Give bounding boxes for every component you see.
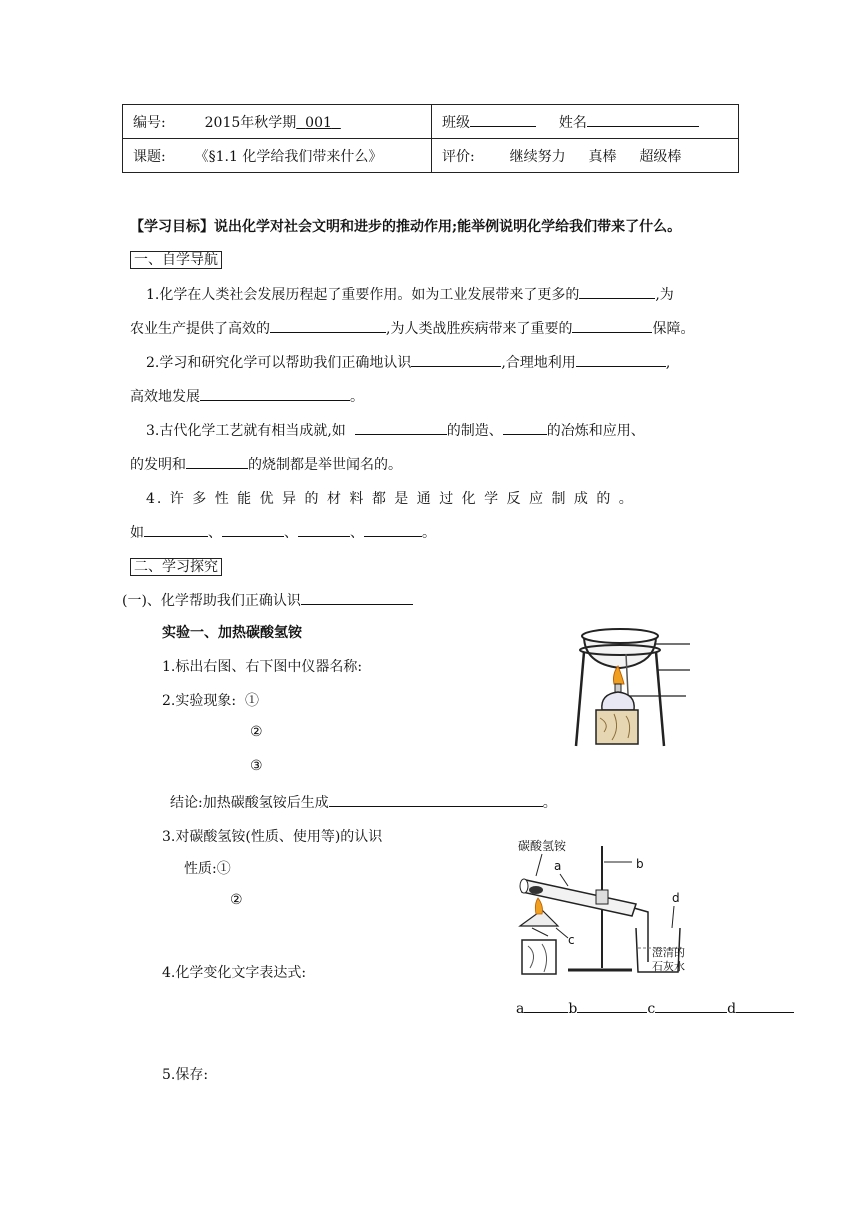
blank[interactable] bbox=[577, 998, 647, 1013]
blank[interactable] bbox=[298, 522, 350, 537]
blank[interactable] bbox=[355, 420, 447, 435]
apparatus-answer-line: a b c d bbox=[516, 998, 794, 1017]
class-blank[interactable] bbox=[470, 112, 536, 127]
question-3-line-1: 3.古代化学工艺就有相当成就,如 的制造、 的冶炼和应用、 bbox=[146, 420, 645, 440]
limewater-label-2: 石灰水 bbox=[652, 960, 685, 973]
number-cell bbox=[123, 105, 432, 139]
item-3: 3.对碳酸氢铵(性质、使用等)的认识 bbox=[162, 829, 383, 845]
eval-cell bbox=[432, 139, 739, 173]
property-line-1: 性质:① bbox=[184, 861, 231, 877]
question-4-line-2: 如 、 、 、 。 bbox=[130, 522, 436, 542]
figure-evaporation-apparatus bbox=[570, 624, 694, 750]
reagent-label: 碳酸氢铵 bbox=[518, 839, 567, 853]
experiment-1-title: 实验一、加热碳酸氢铵 bbox=[162, 625, 302, 641]
number-value: 001 bbox=[305, 114, 332, 131]
blank[interactable] bbox=[503, 420, 547, 435]
blank[interactable] bbox=[411, 352, 501, 367]
section-2-title: 二、学习探究 bbox=[130, 556, 222, 576]
class-name-cell bbox=[432, 105, 739, 139]
question-2-line-1: 2.学习和研究化学可以帮助我们正确地认识 ,合理地利用 , bbox=[146, 352, 670, 372]
question-3-line-2: 的发明和 的烧制都是举世闻名的。 bbox=[130, 454, 402, 474]
subsection-1: (一)、化学帮助我们正确认识 bbox=[122, 590, 413, 610]
marker: ② bbox=[230, 892, 243, 908]
blank[interactable] bbox=[270, 318, 386, 333]
question-1-line-1: 1.化学在人类社会发展历程起了重要作用。如为工业发展带来了更多的 ,为 bbox=[146, 284, 674, 304]
number-label: 编号: bbox=[133, 114, 166, 131]
eval-option: 超级棒 bbox=[639, 148, 682, 165]
eval-label: 评价: bbox=[442, 148, 475, 165]
goal-text: 说出化学对社会文明和进步的推动作用;能举例说明化学给我们带来了什么。 bbox=[214, 219, 682, 235]
topic-cell bbox=[123, 139, 432, 173]
class-label: 班级 bbox=[442, 114, 470, 131]
blank[interactable] bbox=[200, 386, 350, 401]
item-1: 1.标出右图、右下图中仪器名称: bbox=[162, 659, 363, 675]
number-prefix: 2015年秋学期 bbox=[204, 114, 297, 131]
conclusion: 结论:加热碳酸氢铵后生成 。 bbox=[170, 792, 557, 812]
label-b: b bbox=[636, 857, 644, 871]
marker: ① bbox=[244, 693, 259, 709]
blank[interactable] bbox=[144, 522, 208, 537]
section-1-title: 一、自学导航 bbox=[130, 249, 222, 269]
label-a: a bbox=[554, 859, 562, 873]
question-2-line-2: 高效地发展 。 bbox=[130, 386, 364, 406]
question-1-line-2: 农业生产提供了高效的 ,为人类战胜疾病带来了重要的 保障。 bbox=[130, 318, 694, 338]
blank[interactable] bbox=[572, 318, 652, 333]
item-4: 4.化学变化文字表达式: bbox=[162, 965, 307, 981]
name-blank[interactable] bbox=[587, 112, 699, 127]
name-label: 姓名 bbox=[558, 114, 587, 131]
blank[interactable] bbox=[222, 522, 284, 537]
blank[interactable] bbox=[524, 998, 568, 1013]
figure-heating-apparatus bbox=[508, 832, 698, 982]
blank[interactable] bbox=[576, 352, 666, 367]
topic-value: 《§1.1 化学给我们带来什么》 bbox=[194, 148, 383, 165]
label-c: c bbox=[568, 933, 575, 947]
topic-label: 课题: bbox=[133, 148, 166, 165]
blank[interactable] bbox=[364, 522, 422, 537]
blank[interactable] bbox=[329, 792, 543, 807]
item-5: 5.保存: bbox=[162, 1067, 209, 1083]
marker: ③ bbox=[250, 758, 263, 774]
blank[interactable] bbox=[736, 998, 794, 1013]
goal-label: 【学习目标】 bbox=[130, 219, 214, 235]
header-table bbox=[122, 104, 739, 173]
eval-option: 继续努力 bbox=[509, 148, 566, 165]
question-4-line-1: 4. 许 多 性 能 优 异 的 材 料 都 是 通 过 化 学 反 应 制 成 的 。 bbox=[146, 491, 635, 507]
blank[interactable] bbox=[186, 454, 248, 469]
eval-option: 真棒 bbox=[588, 148, 617, 165]
marker: ② bbox=[250, 724, 263, 740]
blank[interactable] bbox=[579, 284, 655, 299]
item-2: 2.实验现象: ① bbox=[162, 693, 259, 709]
limewater-label-1: 澄清的 bbox=[652, 946, 685, 959]
blank[interactable] bbox=[301, 590, 413, 605]
blank[interactable] bbox=[655, 998, 727, 1013]
label-d: d bbox=[672, 891, 680, 905]
learning-goal bbox=[130, 216, 681, 236]
